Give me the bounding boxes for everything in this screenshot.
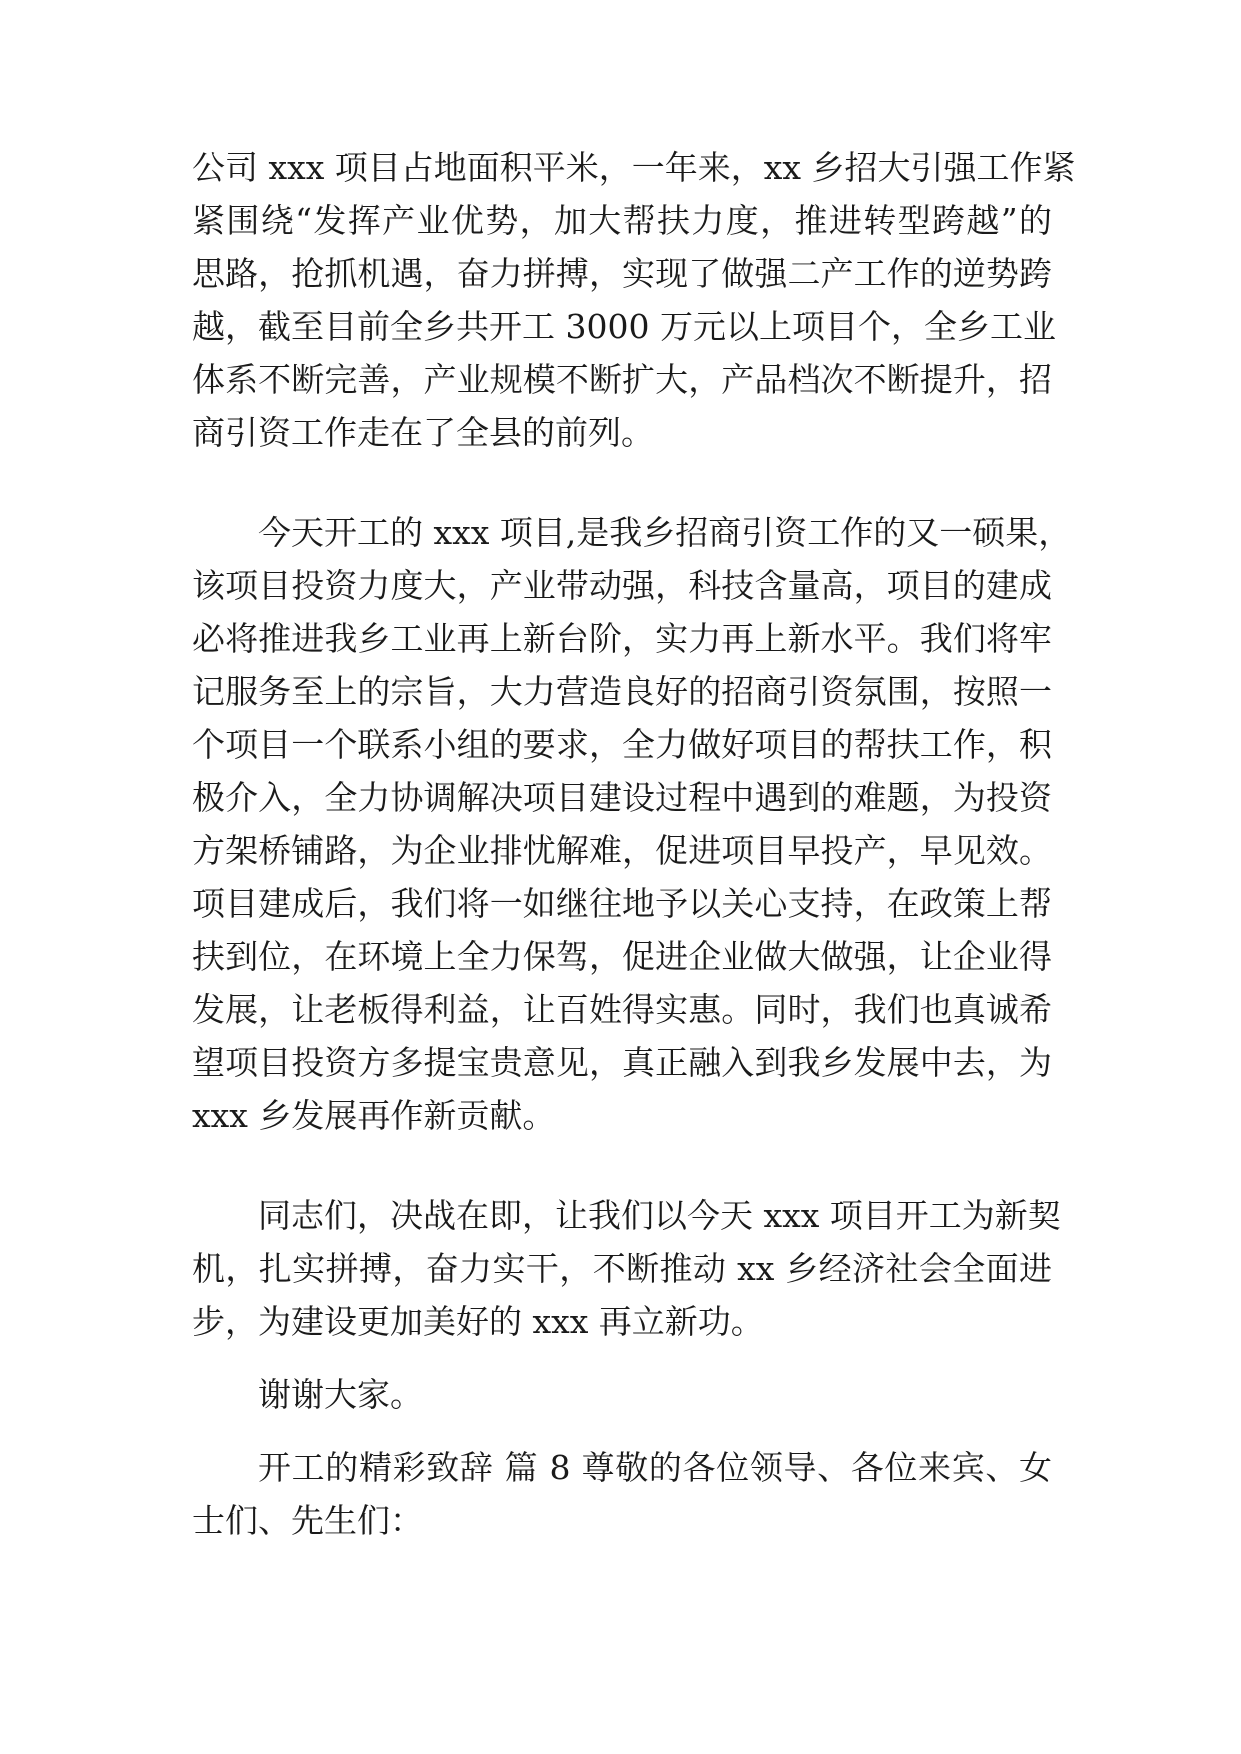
- text-line: 极介入，全力协调解决项目建设过程中遇到的难题，为投资: [192, 778, 1052, 817]
- text-line: 该项目投资力度大，产业带动强，科技含量高，项目的建成: [192, 566, 1052, 605]
- text-line: 公司 xxx 项目占地面积平米，一年来，xx 乡招大引强工作紧: [192, 148, 1076, 187]
- text-line: 项目建成后，我们将一如继往地予以关心支持，在政策上帮: [192, 884, 1052, 923]
- paragraph-first-line: 今天开工的 xxx 项目,是我乡招商引资工作的又一硕果，: [258, 513, 1072, 552]
- text-line: xxx 乡发展再作新贡献。: [192, 1096, 556, 1135]
- text-line: 发展，让老板得利益，让百姓得实惠。同时，我们也真诚希: [192, 990, 1052, 1029]
- text-line: 体系不断完善，产业规模不断扩大，产品档次不断提升，招: [192, 360, 1052, 399]
- text-line: 记服务至上的宗旨，大力营造良好的招商引资氛围，按照一: [192, 672, 1052, 711]
- text-line: 望项目投资方多提宝贵意见，真正融入到我乡发展中去，为: [192, 1043, 1052, 1082]
- text-line: 商引资工作走在了全县的前列。: [192, 413, 654, 452]
- text-line: 机，扎实拼搏，奋力实干，不断推动 xx 乡经济社会全面进: [192, 1249, 1052, 1288]
- text-line: 个项目一个联系小组的要求，全力做好项目的帮扶工作，积: [192, 725, 1052, 764]
- text-line: 必将推进我乡工业再上新台阶，实力再上新水平。我们将牢: [192, 619, 1052, 658]
- paragraph-first-line: 谢谢大家。: [258, 1375, 423, 1414]
- text-line: 思路，抢抓机遇，奋力拼搏，实现了做强二产工作的逆势跨: [192, 254, 1052, 293]
- text-line: 扶到位，在环境上全力保驾，促进企业做大做强，让企业得: [192, 937, 1052, 976]
- text-line: 越，截至目前全乡共开工 3000 万元以上项目个，全乡工业: [192, 307, 1056, 346]
- text-line: 步，为建设更加美好的 xxx 再立新功。: [192, 1302, 764, 1341]
- paragraph-first-line: 开工的精彩致辞 篇 8 尊敬的各位领导、各位来宾、女: [258, 1448, 1052, 1487]
- text-line: 紧围绕“发挥产业优势，加大帮扶力度，推进转型跨越”的: [192, 201, 1052, 240]
- text-line: 方架桥铺路，为企业排忧解难，促进项目早投产，早见效。: [192, 831, 1052, 870]
- paragraph-first-line: 同志们，决战在即，让我们以今天 xxx 项目开工为新契: [258, 1196, 1061, 1235]
- text-line: 士们、先生们：: [192, 1501, 423, 1540]
